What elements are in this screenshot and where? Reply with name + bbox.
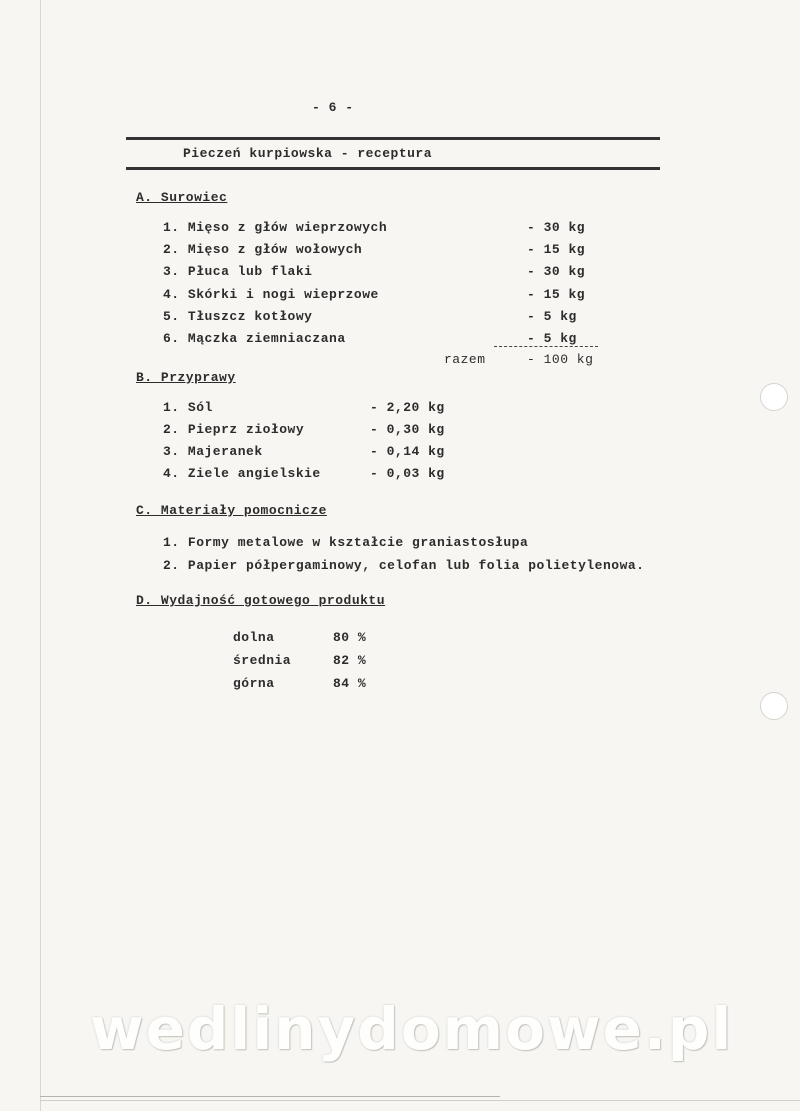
page-number: - 6 - [312, 100, 354, 115]
list-item-amount: - 0,03 kg [370, 466, 445, 481]
list-item-amount: - 15 kg [527, 242, 586, 257]
list-item-amount: - 0,14 kg [370, 444, 445, 459]
punch-hole [760, 692, 788, 720]
list-item-label: 4. Ziele angielskie [163, 466, 321, 481]
title-rule-bottom [126, 167, 660, 170]
list-item-label: 2. Pieprz ziołowy [163, 422, 305, 437]
section-heading-c: C. Materiały pomocnicze [136, 503, 327, 518]
list-item-label: 6. Mączka ziemniaczana [163, 331, 346, 346]
list-item-label: 1. Sól [163, 400, 213, 415]
document-title: Pieczeń kurpiowska - receptura [183, 146, 433, 161]
list-item-label: 3. Płuca lub flaki [163, 264, 313, 279]
yield-value: 82 % [333, 653, 367, 668]
list-item: 1. Formy metalowe w kształcie graniastosłupa [163, 535, 529, 550]
list-item-amount: - 30 kg [527, 264, 586, 279]
title-rule-top [126, 137, 660, 140]
page-edge [40, 0, 41, 1111]
section-heading-d: D. Wydajność gotowego produktu [136, 593, 386, 608]
total-value: - 100 kg [527, 352, 594, 367]
section-heading-b: B. Przyprawy [136, 370, 236, 385]
watermark: wedlinydomowe.pl [90, 995, 734, 1063]
sum-divider [494, 346, 598, 347]
yield-label: dolna [233, 630, 275, 645]
list-item-label: 1. Mięso z głów wieprzowych [163, 220, 388, 235]
page-bottom-edge [40, 1096, 500, 1097]
total-label: razem [444, 352, 486, 367]
list-item-amount: - 15 kg [527, 287, 586, 302]
list-item-amount: - 2,20 kg [370, 400, 445, 415]
yield-value: 84 % [333, 676, 367, 691]
page-bottom-edge [40, 1100, 800, 1101]
list-item-amount: - 30 kg [527, 220, 586, 235]
list-item-amount: - 5 kg [527, 309, 577, 324]
list-item-amount: - 0,30 kg [370, 422, 445, 437]
list-item-label: 4. Skórki i nogi wieprzowe [163, 287, 379, 302]
list-item: 2. Papier półpergaminowy, celofan lub folia polietylenowa. [163, 558, 645, 573]
yield-label: średnia [233, 653, 292, 668]
yield-label: górna [233, 676, 275, 691]
list-item-label: 5. Tłuszcz kotłowy [163, 309, 313, 324]
punch-hole [760, 383, 788, 411]
list-item-label: 2. Mięso z głów wołowych [163, 242, 363, 257]
section-heading-a: A. Surowiec [136, 190, 228, 205]
list-item-label: 3. Majeranek [163, 444, 263, 459]
yield-value: 80 % [333, 630, 367, 645]
list-item-amount: - 5 kg [527, 331, 577, 346]
